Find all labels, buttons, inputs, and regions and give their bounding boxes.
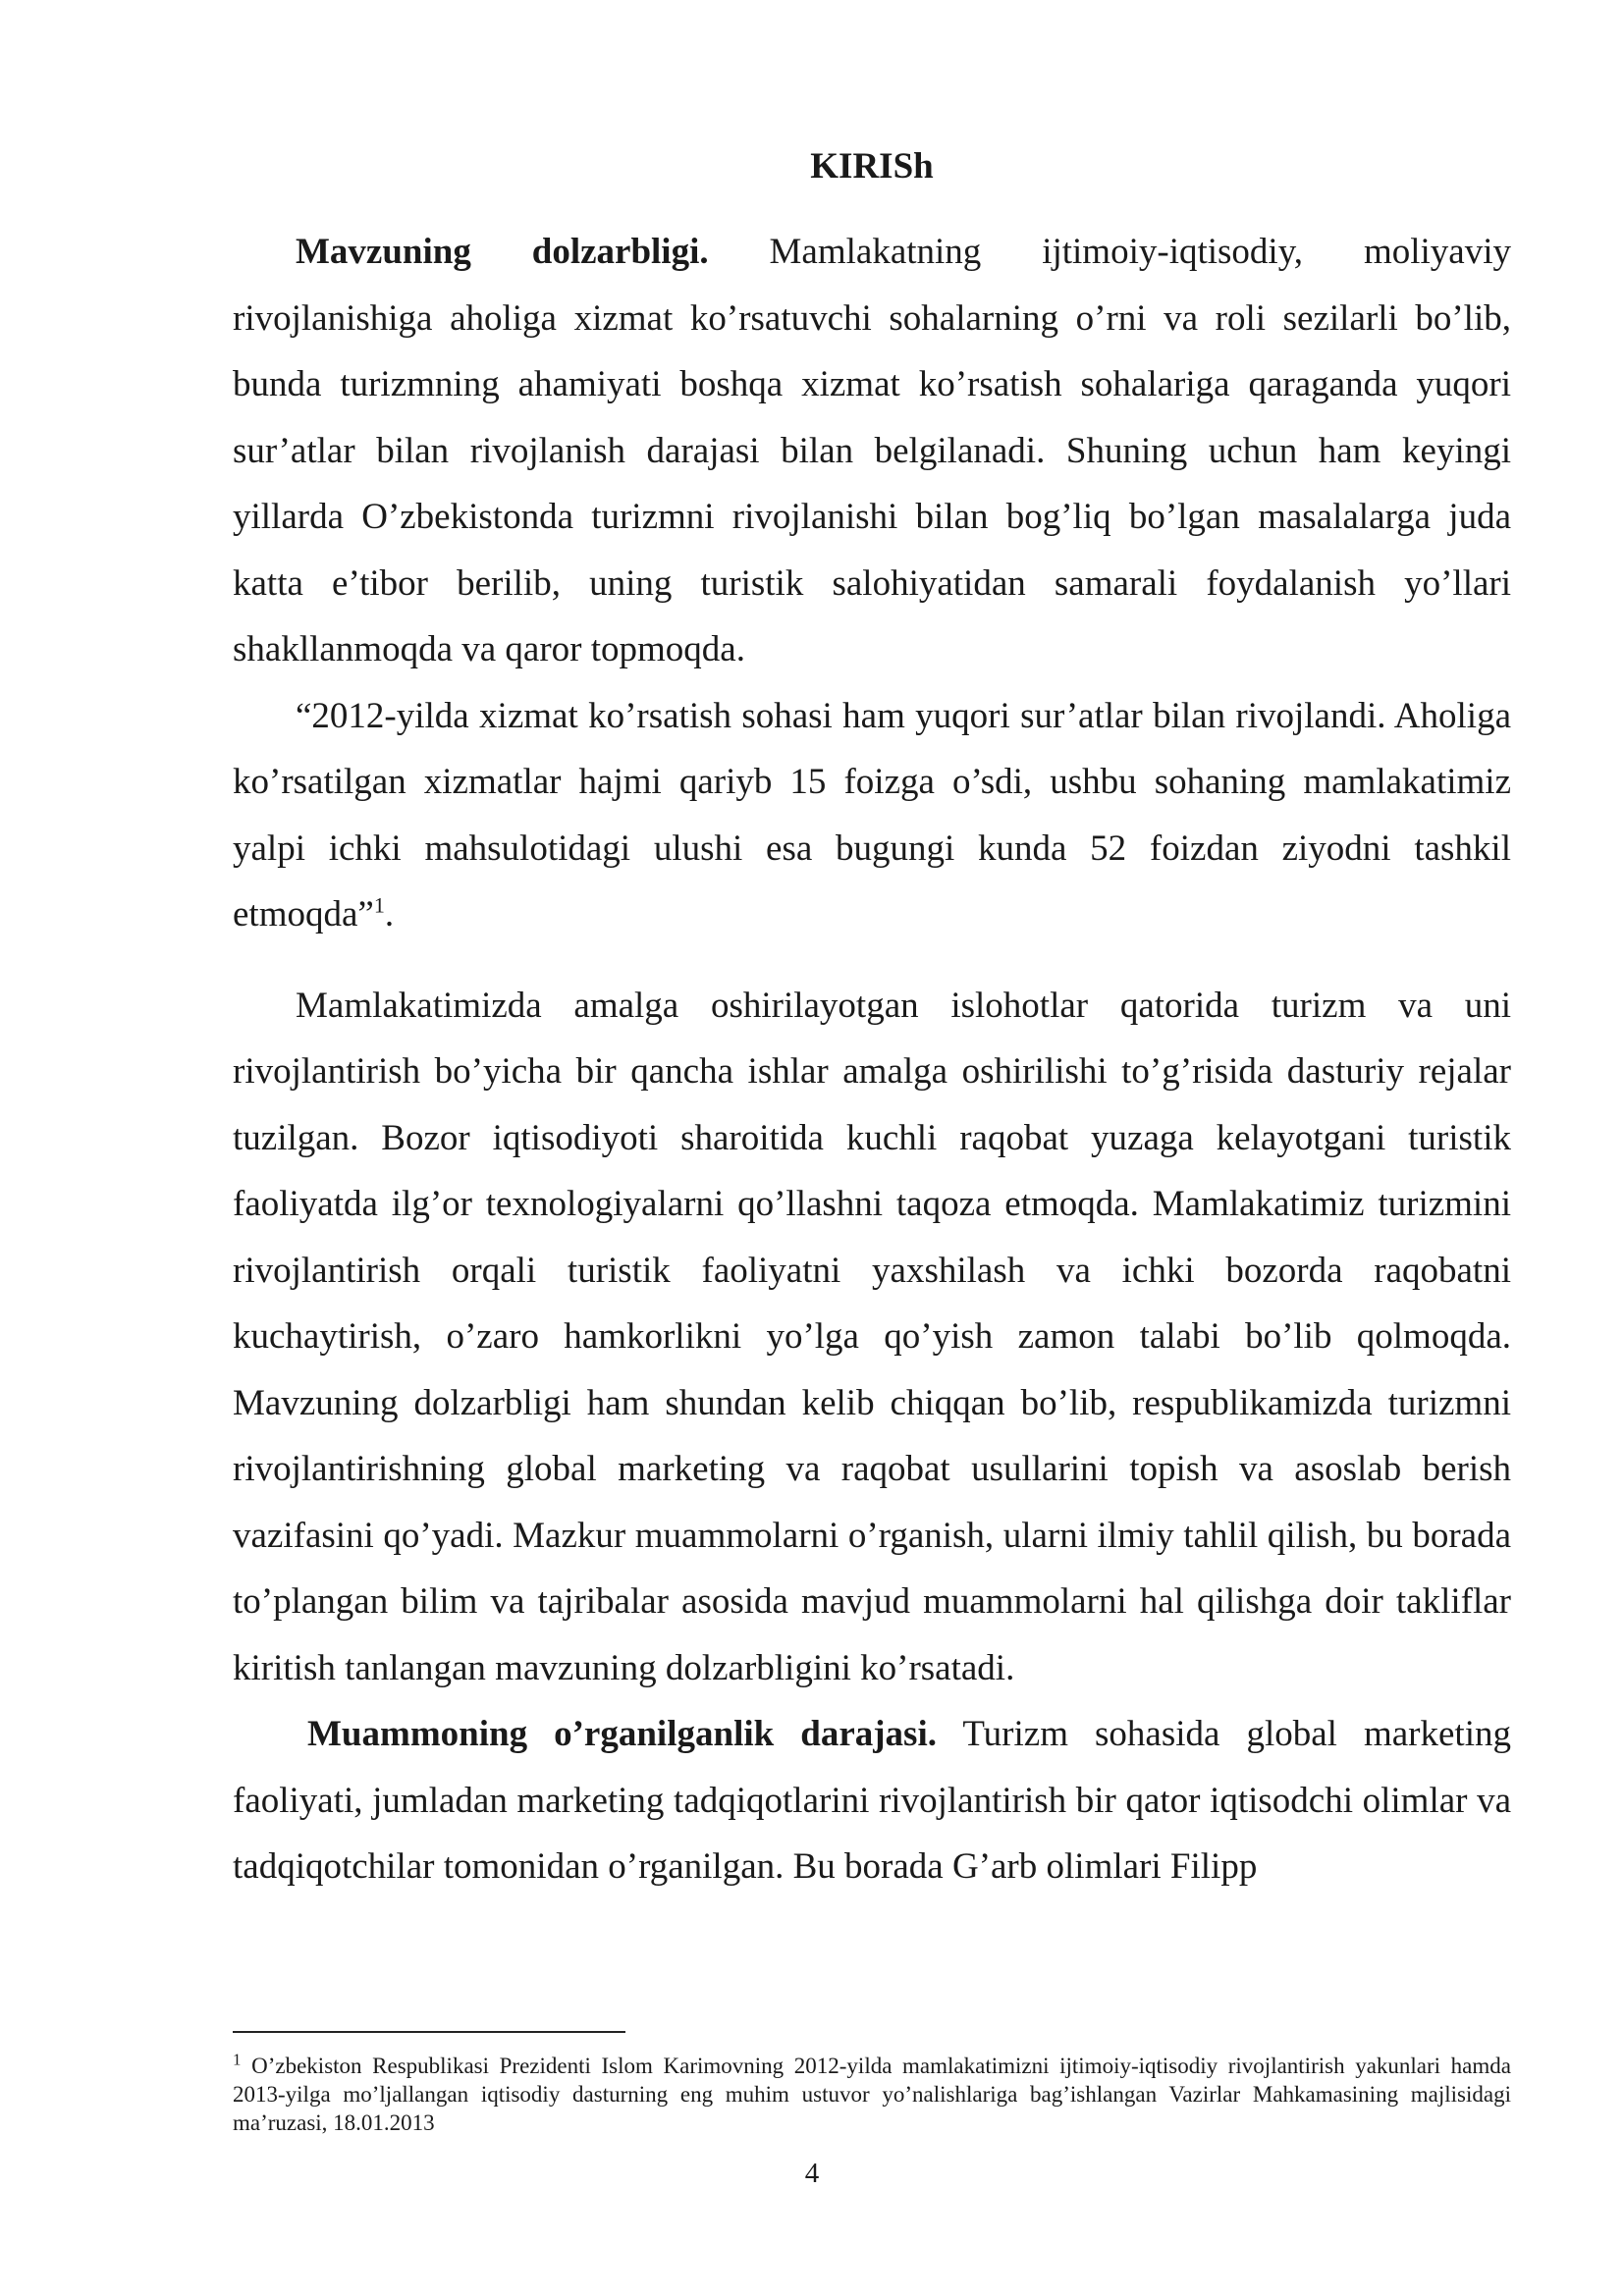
- paragraph-tail: .: [384, 894, 395, 934]
- paragraph-quote: [233, 683, 1511, 948]
- footnote-separator: [233, 2031, 625, 2033]
- paragraph-text: Turizm sohasida global marketing faoliyati, jumladan marketing tadqiqotlarini rivojlantirish bir qator iqtisodchi olimlar va tadqiqotchilar tomonidan o’rganilgan. Bu borada G’arb olimlari Filipp: [233, 1714, 1511, 1887]
- paragraph-lead: Mavzuning dolzarbligi.: [296, 232, 709, 272]
- page-number: 4: [804, 2158, 820, 2189]
- paragraph-study-degree: [233, 1701, 1511, 1900]
- paragraph-reforms: [233, 973, 1511, 1702]
- body-text: [233, 147, 1511, 1900]
- footnote-text: O’zbekiston Respublikasi Prezidenti Islom Karimovning 2012-yilda mamlakatimizni ijtimoiy-iqtisodiy rivojlantirish yakunlari hamda 2013-yilga mo’ljallangan iqtisodiy dasturning eng muhim ustuvor yo’nalishlariga bag’ishlangan Vazirlar Mahkamasining majlisidagi ma’ruzasi, 18.01.2013: [233, 2054, 1511, 2135]
- chapter-heading: KIRISh: [810, 146, 934, 187]
- paragraph-text: Mamlakatning ijtimoiy-iqtisodiy, moliyaviy rivojlanishiga aholiga xizmat ko’rsatuvchi sohalarning o’rni va roli sezilarli bo’lib, bunda turizmning ahamiyati boshqa xizmat ko’rsatish sohalariga qaraganda yuqori sur’atlar bilan rivojlanish darajasi bilan belgilanadi. Shuning uchun ham keyingi yillarda O’zbekistonda turizmni rivojlanishi bilan bog’liq bo’lgan masalalarga juda katta e’tibor berilib, uning turistik salohiyatidan samarali foydalanish yo’llari shakllanmoqda va qaror topmoqda.: [233, 232, 1511, 669]
- paragraph-relevance: [233, 219, 1511, 683]
- paragraph-lead: Muammoning o’rganilganlik darajasi.: [307, 1714, 937, 1754]
- footnote-marker: 1: [233, 2050, 242, 2069]
- footnote: [233, 2052, 1511, 2137]
- paragraph-text: “2012-yilda xizmat ko’rsatish sohasi ham yuqori sur’atlar bilan rivojlandi. Aholiga ko’rsatilgan xizmatlar hajmi qariyb 15 foizga o’sdi, ushbu sohaning mamlakatimiz yalpi ichki mahsulotidagi ulushi esa bugungi kunda 52 foizdan ziyodni tashkil etmoqda”: [233, 695, 1511, 934]
- paragraph-text: Mamlakatimizda amalga oshirilayotgan islohotlar qatorida turizm va uni rivojlantirish bo’yicha bir qancha ishlar amalga oshirilishi to’g’risida dasturiy rejalar tuzilgan. Bozor iqtisodiyoti sharoitida kuchli raqobat yuzaga kelayotgani turistik faoliyatda ilg’or texnologiyalarni qo’llashni taqoza etmoqda. Mamlakatimiz turizmini rivojlantirish orqali turistik faoliyatni yaxshilash va ichki bozorda raqobatni kuchaytirish, o’zaro hamkorlikni yo’lga qo’yish zamon talabi bo’lib qolmoqda. Mavzuning dolzarbligi ham shundan kelib chiqqan bo’lib, respublikamizda turizmni rivojlantirishning global marketing va raqobat usullarini topish va asoslab berish vazifasini qo’yadi. Mazkur muammolarni o’rganish, ularni ilmiy tahlil qilish, bu borada to’plangan bilim va tajribalar asosida mavjud muammolarni hal qilishga doir takliflar kiritish tanlangan mavzuning dolzarbligini ko’rsatadi.: [233, 985, 1511, 1688]
- footnote-reference[interactable]: 1: [373, 892, 385, 918]
